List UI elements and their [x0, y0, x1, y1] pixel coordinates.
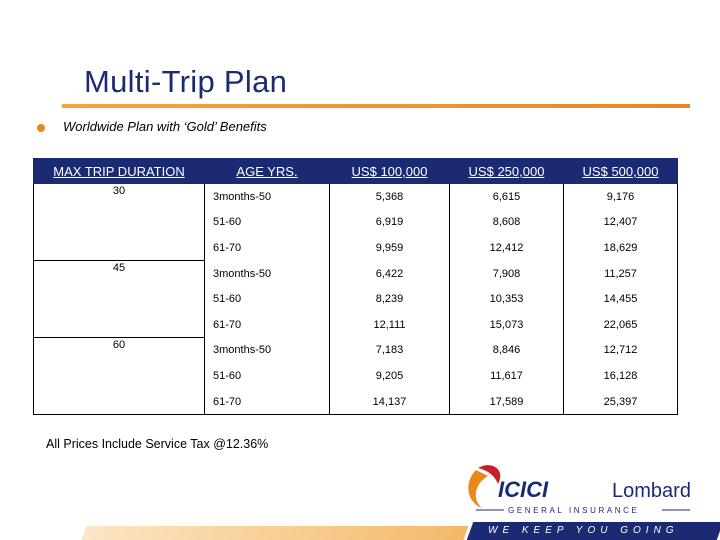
age-cell: 51-60 [205, 286, 330, 312]
tax-note: All Prices Include Service Tax @12.36% [46, 437, 269, 451]
premium-cell: 8,608 [450, 210, 564, 236]
logo-text-icici: ICICI [498, 477, 549, 502]
table-header-row [34, 159, 678, 184]
premium-cell: 16,128 [564, 363, 678, 389]
premium-cell: 6,919 [330, 210, 450, 236]
age-cell: 3months-50 [205, 184, 330, 210]
premium-cell: 7,183 [330, 338, 450, 364]
age-cell: 61-70 [205, 389, 330, 415]
header-us100000: US$ 100,000 [330, 159, 450, 184]
premium-table [33, 158, 678, 415]
premium-cell: 5,368 [330, 184, 450, 210]
duration-cell: 30 [34, 184, 205, 261]
age-cell: 51-60 [205, 363, 330, 389]
age-cell: 3months-50 [205, 338, 330, 364]
duration-cell: 45 [34, 261, 205, 338]
duration-cell: 60 [34, 338, 205, 415]
premium-cell: 9,959 [330, 235, 450, 261]
age-cell: 3months-50 [205, 261, 330, 287]
age-cell: 51-60 [205, 210, 330, 236]
premium-cell: 11,257 [564, 261, 678, 287]
premium-cell: 10,353 [450, 286, 564, 312]
header-us250000: US$ 250,000 [450, 159, 564, 184]
premium-cell: 8,846 [450, 338, 564, 364]
premium-cell: 12,412 [450, 235, 564, 261]
slide-title: Multi-Trip Plan [84, 64, 288, 99]
premium-cell: 6,615 [450, 184, 564, 210]
table-body [34, 184, 678, 415]
premium-cell: 17,589 [450, 389, 564, 415]
logo-subtext: GENERAL INSURANCE [508, 506, 640, 515]
table-row [34, 338, 678, 364]
premium-cell: 8,239 [330, 286, 450, 312]
header-us500000: US$ 500,000 [564, 159, 678, 184]
premium-cell: 12,407 [564, 210, 678, 236]
table-row [34, 261, 678, 287]
premium-cell: 18,629 [564, 235, 678, 261]
premium-cell: 15,073 [450, 312, 564, 338]
premium-cell: 14,455 [564, 286, 678, 312]
header-age: AGE YRS. [205, 159, 330, 184]
table-row [34, 184, 678, 210]
title-underline [62, 104, 690, 108]
premium-cell: 11,617 [450, 363, 564, 389]
age-cell: 61-70 [205, 312, 330, 338]
age-cell: 61-70 [205, 235, 330, 261]
tagline-text: WE KEEP YOU GOING [488, 525, 679, 536]
plan-subtitle: Worldwide Plan with ‘Gold’ Benefits [63, 119, 267, 134]
premium-cell: 25,397 [564, 389, 678, 415]
footer-gradient-band [81, 526, 468, 540]
premium-cell: 12,111 [330, 312, 450, 338]
premium-cell: 14,137 [330, 389, 450, 415]
tagline-banner [467, 522, 720, 540]
premium-cell: 7,908 [450, 261, 564, 287]
premium-cell: 22,065 [564, 312, 678, 338]
premium-cell: 6,422 [330, 261, 450, 287]
logo-text-lombard: Lombard [612, 480, 691, 502]
bullet-icon [37, 124, 45, 132]
premium-cell: 12,712 [564, 338, 678, 364]
premium-cell: 9,176 [564, 184, 678, 210]
premium-cell: 9,205 [330, 363, 450, 389]
icici-lombard-logo [462, 460, 694, 520]
header-max-trip-duration: MAX TRIP DURATION [34, 159, 205, 184]
